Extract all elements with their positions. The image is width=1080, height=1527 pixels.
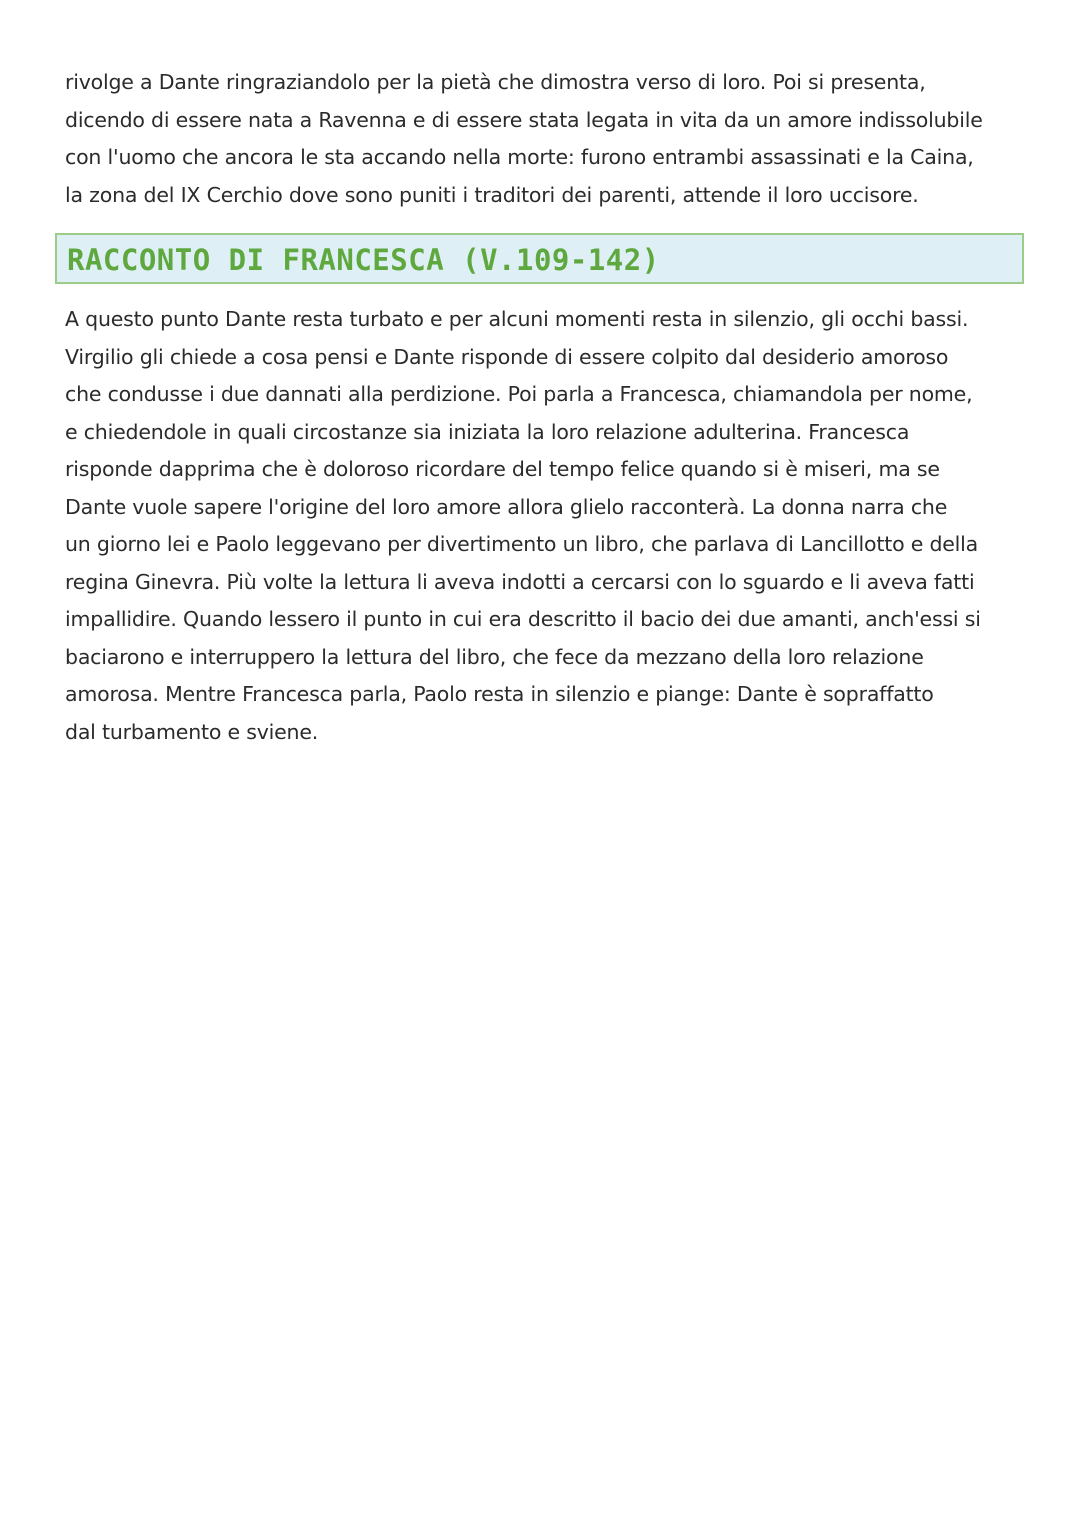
paragraph-line: rivolge a Dante ringraziandolo per la pietà che dimostra verso di loro. Poi si presenta, [65, 70, 926, 94]
paragraph-line: dicendo di essere nata a Ravenna e di essere stata legata in vita da un amore indissolubile [65, 107, 983, 132]
paragraph-line: risponde dapprima che è doloroso ricordare del tempo felice quando si è miseri, ma se [65, 457, 940, 481]
paragraph-line: impallidire. Quando lessero il punto in cui era descritto il bacio dei due amanti, anch'essi si [65, 607, 981, 631]
paragraph-line: A questo punto Dante resta turbato e per alcuni momenti resta in silenzio, gli occhi bassi. [65, 307, 969, 331]
intro-paragraph [65, 64, 1025, 214]
paragraph-line: baciarono e interruppero la lettura del libro, che fece da mezzano della loro relazione [65, 644, 924, 669]
paragraph-line: regina Ginevra. Più volte la lettura li aveva indotti a cercarsi con lo sguardo e li aveva fatti [65, 569, 975, 594]
section-heading-box [55, 233, 1024, 284]
paragraph-line: un giorno lei e Paolo leggevano per divertimento un libro, che parlava di Lancillotto e della [65, 532, 979, 556]
paragraph-line: Virgilio gli chiede a cosa pensi e Dante risponde di essere colpito dal desiderio amoroso [65, 344, 949, 369]
paragraph-line: con l'uomo che ancora le sta accando nella morte: furono entrambi assassinati e la Caina, [65, 145, 974, 169]
paragraph-line: dal turbamento e sviene. [65, 719, 319, 744]
paragraph-line: la zona del IX Cerchio dove sono puniti i traditori dei parenti, attende il loro uccisore. [65, 182, 919, 207]
paragraph-line: e chiedendole in quali circostanze sia iniziata la loro relazione adulterina. Francesca [65, 419, 910, 444]
paragraph-line: che condusse i due dannati alla perdizione. Poi parla a Francesca, chiamandola per nome, [65, 382, 973, 406]
paragraph-line: Dante vuole sapere l'origine del loro amore allora glielo racconterà. La donna narra che [65, 494, 948, 519]
section-heading: RACCONTO DI FRANCESCA (V.109-142) [67, 243, 660, 277]
section-paragraph [65, 301, 1025, 751]
paragraph-line: amorosa. Mentre Francesca parla, Paolo resta in silenzio e piange: Dante è sopraffatto [65, 682, 934, 706]
